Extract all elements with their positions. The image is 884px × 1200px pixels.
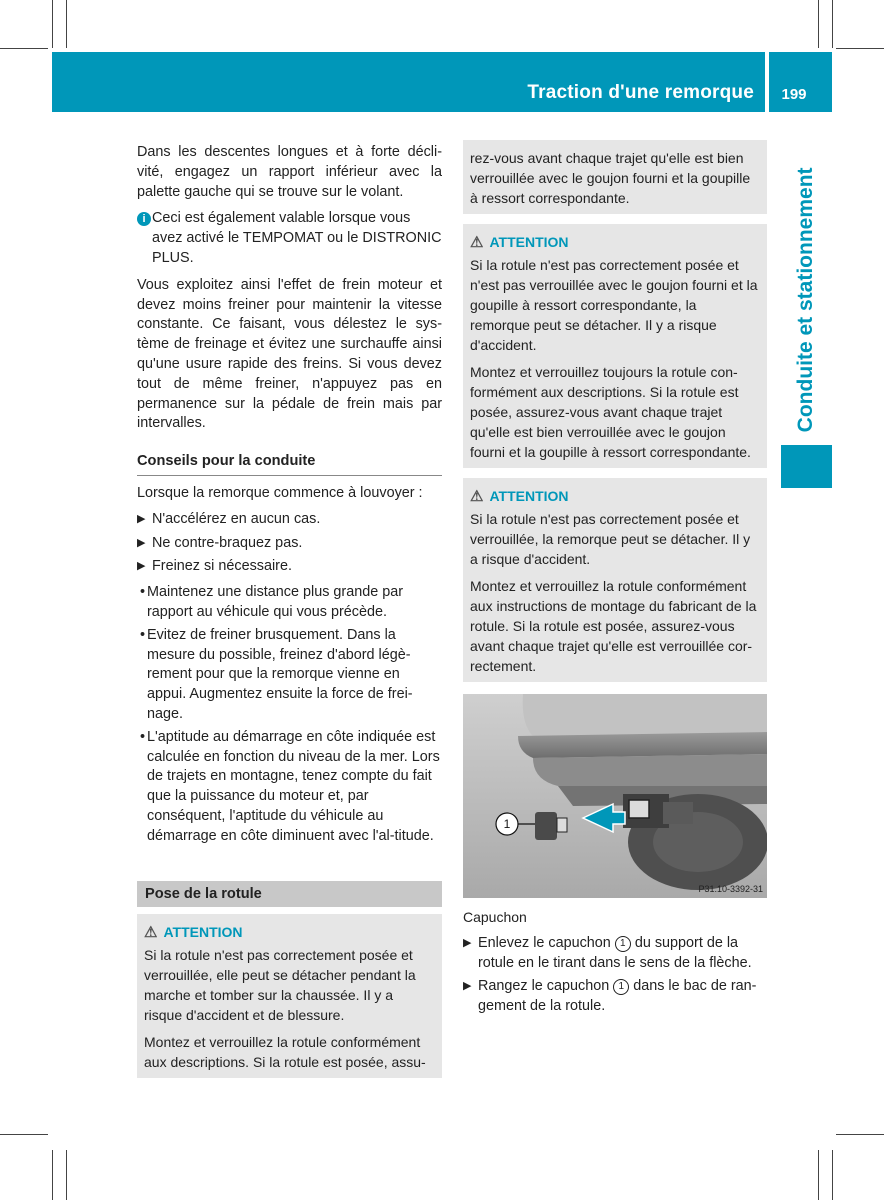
warning-icon: ⚠: [470, 488, 484, 505]
section-heading-grey: Pose de la rotule: [137, 881, 442, 907]
warning-title: [144, 922, 435, 943]
action-step: [463, 934, 767, 974]
warning-box: [463, 478, 767, 682]
warning-title: [470, 232, 760, 253]
crop-mark: [52, 1150, 53, 1200]
crop-mark: [66, 0, 67, 48]
warning-text: Montez et verrouillez la rotule conformément aux instructions de montage du fabricant de la rotule. Si la rotule est posée, assurez-vous avant chaque trajet qu'elle est verrouillée cor-rectement.: [470, 578, 757, 674]
warning-box-continued: [463, 140, 767, 214]
step-text: Enlevez le capuchon: [478, 934, 611, 951]
warning-title: [470, 486, 760, 507]
page-number: 199: [781, 86, 807, 103]
action-step: ▶ N'accélérez en aucun cas.: [137, 510, 442, 530]
action-steps: [463, 934, 767, 1017]
warning-text: rez-vous avant chaque trajet qu'elle est bien verrouillée avec le goujon fourni et la goupille à ressort correspondante.: [470, 150, 751, 206]
warning-text: Si la rotule n'est pas correctement posée et n'est pas verrouillée avec le goujon fourni et la goupille à ressort correspondante, la remorque peut se détacher. Il y a risque d'accident.: [470, 257, 758, 353]
photo-caption: Capuchon: [463, 909, 527, 925]
callout-number: 1: [613, 979, 629, 995]
warning-icon: ⚠: [470, 234, 484, 251]
warning-title-text: ATTENTION: [489, 234, 569, 250]
action-step: ▶ Freinez si nécessaire.: [137, 557, 442, 577]
section-heading: Conseils pour la conduite: [137, 452, 442, 476]
crop-mark: [0, 48, 48, 49]
warning-text: Si la rotule n'est pas correctement posée et verrouillée, elle peut se détacher pendant la marche et tomber sur la chaussée. Il y a risque d'accident et de blessure.: [144, 946, 416, 1023]
action-step: [463, 977, 767, 1017]
action-steps: [137, 510, 442, 577]
warning-box: [137, 914, 442, 1078]
hitch-illustration: [463, 694, 767, 898]
page-title: Traction d'une remorque: [527, 82, 754, 103]
crop-mark: [0, 1134, 48, 1135]
trailer-hitch-photo: [463, 694, 767, 898]
bullet-list: [137, 583, 442, 846]
bullet-item: • Evitez de freiner brusquement. Dans la mesure du possible, freinez d'abord légè-rement pour que la remorque vienne en appui. Augmentez ensuite la force de frei-nage.: [137, 626, 442, 725]
bullet-item: • L'aptitude au démarrage en côte indiquée est calculée en fonction du niveau de la mer. Lors de trajets en montagne, tenez compte du fait que la puissance du moteur et, par conséquent, l'aptitude du véhicule au démarrage en côte diminuent avec l'al-titude.: [137, 728, 442, 847]
callout-number: 1: [503, 817, 511, 831]
crop-mark: [52, 0, 53, 48]
step-text: Rangez le capuchon: [478, 978, 610, 995]
crop-mark: [818, 1150, 819, 1200]
chapter-title: Conduite et stationnement: [794, 167, 818, 433]
crop-mark: [818, 0, 819, 48]
info-note: [137, 209, 442, 268]
action-step: ▶ Ne contre-braquez pas.: [137, 534, 442, 554]
info-text: Ceci est également valable lorsque vous avez activé le TEMPOMAT ou le DISTRONIC PLUS.: [152, 210, 442, 266]
warning-box: [463, 224, 767, 468]
left-column: [137, 143, 442, 1078]
warning-icon: ⚠: [144, 923, 158, 941]
chapter-tab: [781, 445, 832, 488]
crop-mark: [832, 0, 833, 48]
crop-mark: [832, 1150, 833, 1200]
paragraph: Vous exploitez ainsi l'effet de frein moteur et devez moins freiner pour maintenir la vitesse constante. Ce faisant, vous délestez le sys-tème de freinage et évitez une surchauffe ainsi qu'une usure rapide des freins. Si vous devez tout de même freiner, n'appuyez pas en permanence sur la pédale de frein mais par intervalles.: [137, 276, 442, 432]
crop-mark: [836, 1134, 884, 1135]
info-icon: i: [137, 212, 151, 226]
right-column: [463, 140, 767, 1021]
intro-text: Lorsque la remorque commence à louvoyer :: [137, 484, 423, 501]
paragraph: Dans les descentes longues et à forte décli-vité, engagez un rapport inférieur avec la palette gauche qui se trouve sur le volant.: [137, 144, 442, 200]
bullet-item: • Maintenez une distance plus grande par rapport au véhicule qui vous précède.: [137, 583, 442, 623]
callout-number: 1: [615, 936, 631, 952]
step-text: dans le bac de ran-gement de la rotule.: [478, 978, 757, 1015]
warning-text: Montez et verrouillez toujours la rotule con-formément aux descriptions. Si la rotule est posée, assurez-vous avant chaque trajet qu'elle est bien verrouillée avec le goujon fourni et la goupille à ressort correspondante.: [470, 364, 751, 460]
crop-mark: [66, 1150, 67, 1200]
warning-title-text: ATTENTION: [163, 923, 243, 940]
crop-mark: [836, 48, 884, 49]
warning-text: Si la rotule n'est pas correctement posée et verrouillée, la remorque peut se détacher. Il y a risque d'accident.: [470, 511, 751, 567]
photo-reference: P31.10-3392-31: [698, 884, 763, 894]
warning-text: Montez et verrouillez la rotule conformément aux descriptions. Si la rotule est posée, assu-: [144, 1033, 426, 1070]
step-text: du support de la rotule en le tirant dans le sens de la flèche.: [478, 934, 752, 971]
warning-title-text: ATTENTION: [489, 488, 569, 504]
